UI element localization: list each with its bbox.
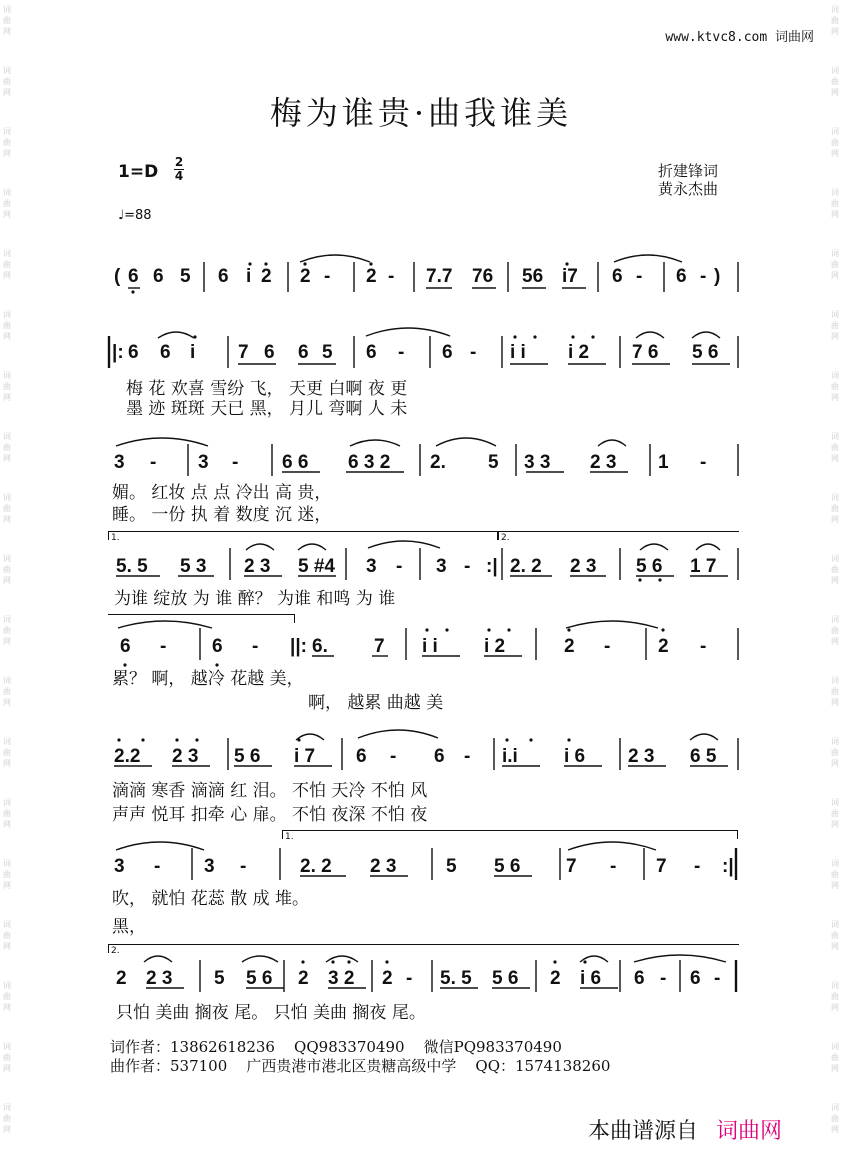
- dash: -: [150, 452, 157, 473]
- footer-composer-contact: 曲作者：537100 广西贵港市港北区贵糖高级中学 QQ：1574138260: [110, 1057, 611, 1075]
- lyric-line: 睡。 一份 执 着 数度 沉 迷，: [112, 505, 332, 525]
- note: 6: [212, 636, 223, 657]
- note: 3: [366, 556, 377, 577]
- watermark-char: 曲: [3, 77, 11, 86]
- watermark-char: 曲: [831, 626, 839, 635]
- watermark-char: 曲: [3, 687, 11, 696]
- time-signature-top: 2: [174, 155, 184, 169]
- watermark-char: 网: [831, 454, 839, 463]
- note: 76: [472, 266, 494, 287]
- watermark-char: 曲: [831, 748, 839, 757]
- note: 6: [612, 266, 623, 287]
- watermark-char: 网: [831, 1125, 839, 1134]
- system-8-notation: [110, 968, 740, 1002]
- watermark-char: 网: [831, 149, 839, 158]
- note: 6: [218, 266, 229, 287]
- watermark-char: 网: [3, 1064, 11, 1073]
- dash: -: [252, 636, 259, 657]
- note: 7: [566, 856, 577, 877]
- note: 5 6: [246, 968, 273, 989]
- dash: -: [406, 968, 413, 989]
- note: i i: [510, 342, 526, 363]
- watermark-char: 网: [831, 332, 839, 341]
- watermark-char: 网: [831, 759, 839, 768]
- watermark-char: 词: [3, 676, 11, 685]
- system-6-notation: [110, 746, 740, 780]
- lyric-line: 梅 花 欢喜 雪纷 飞， 天更 白啊 夜 更: [126, 379, 408, 399]
- system-3-lyrics-1: [110, 478, 740, 502]
- watermark-char: 网: [3, 759, 11, 768]
- note: 2 3: [244, 556, 271, 577]
- system-3-lyrics-2: [110, 500, 740, 524]
- watermark-char: 曲: [3, 748, 11, 757]
- watermark-char: 曲: [831, 321, 839, 330]
- watermark-char: 曲: [831, 260, 839, 269]
- watermark-char: 曲: [831, 870, 839, 879]
- note: 3 3: [524, 452, 551, 473]
- watermark-char: 词: [3, 1042, 11, 1051]
- note: 3 2: [328, 968, 355, 989]
- note: 6: [634, 968, 645, 989]
- volta-2-b: 2.: [108, 944, 739, 953]
- watermark-char: 网: [3, 271, 11, 280]
- note: i 2: [568, 342, 590, 363]
- watermark-char: 曲: [3, 1053, 11, 1062]
- note: 7.7: [426, 266, 453, 287]
- watermark-char: 词: [831, 371, 839, 380]
- note: 5: [180, 266, 191, 287]
- dash: -: [396, 556, 403, 577]
- watermark-char: 曲: [831, 382, 839, 391]
- paren-open: (: [114, 266, 121, 287]
- system-2-lyrics-2: [110, 394, 740, 418]
- dash: -: [398, 342, 405, 363]
- watermark-char: 词: [831, 615, 839, 624]
- note: 5 6: [492, 968, 519, 989]
- watermark-char: 曲: [3, 504, 11, 513]
- watermark-char: 词: [831, 798, 839, 807]
- watermark-char: 词: [831, 310, 839, 319]
- note: 5 6: [494, 856, 521, 877]
- watermark-char: 曲: [831, 138, 839, 147]
- note: 7: [238, 342, 249, 363]
- watermark-char: 曲: [3, 1114, 11, 1123]
- note: 5 #4: [298, 556, 335, 577]
- dash: -: [700, 636, 707, 657]
- watermark-char: 网: [3, 88, 11, 97]
- note: 6 5: [690, 746, 717, 767]
- dash: -: [700, 266, 707, 287]
- note: 2: [298, 968, 309, 989]
- watermark-char: 网: [831, 271, 839, 280]
- note: 6: [128, 266, 139, 287]
- note: 2: [116, 968, 127, 989]
- source-brand-link[interactable]: 词曲网: [716, 1119, 783, 1144]
- note: 2 3: [146, 968, 173, 989]
- watermark-char: 词: [3, 554, 11, 563]
- note: 6: [298, 342, 309, 363]
- watermark-char: 曲: [831, 565, 839, 574]
- note: 5: [214, 968, 225, 989]
- dash: -: [700, 452, 707, 473]
- note: 5 6: [234, 746, 261, 767]
- watermark-char: 词: [831, 554, 839, 563]
- footer-lyricist-contact: 词作者：13862618236 QQ983370490 微信PQ983370490: [110, 1038, 562, 1056]
- lyric-line: 累？ 啊， 越冷 花越 美，: [112, 669, 304, 689]
- lyric-line: 滴滴 寒香 滴滴 红 泪。 不怕 天冷 不怕 风: [112, 781, 428, 801]
- dash: -: [610, 856, 617, 877]
- paren-close: ): [714, 266, 721, 287]
- watermark-char: 词: [831, 188, 839, 197]
- note: 2.2: [114, 746, 141, 767]
- dash: -: [694, 856, 701, 877]
- watermark-char: 词: [3, 310, 11, 319]
- note: 6: [442, 342, 453, 363]
- watermark-char: 网: [3, 210, 11, 219]
- note: 6: [676, 266, 687, 287]
- note: 5. 5: [440, 968, 472, 989]
- note: 2 3: [570, 556, 597, 577]
- dash: -: [232, 452, 239, 473]
- note: 5. 5: [116, 556, 148, 577]
- watermark-char: 网: [831, 393, 839, 402]
- dash: -: [390, 746, 397, 767]
- watermark-char: 曲: [3, 870, 11, 879]
- watermark-char: 词: [3, 371, 11, 380]
- watermark-char: 词: [3, 798, 11, 807]
- note: 2. 2: [510, 556, 542, 577]
- watermark-char: 网: [3, 515, 11, 524]
- watermark-char: 网: [831, 698, 839, 707]
- volta-1-continued: [108, 614, 295, 623]
- watermark-char: 网: [831, 1003, 839, 1012]
- watermark-char: 曲: [3, 626, 11, 635]
- note: 1 7: [690, 556, 717, 577]
- watermark-char: 网: [3, 1003, 11, 1012]
- watermark-char: 网: [831, 637, 839, 646]
- system-5-lyrics-2: [110, 688, 740, 712]
- watermark-char: 网: [3, 942, 11, 951]
- note: 6: [264, 342, 275, 363]
- repeat-start: ||:: [290, 636, 307, 657]
- watermark-char: 网: [831, 515, 839, 524]
- watermark-char: 词: [3, 1103, 11, 1112]
- watermark-char: 曲: [831, 992, 839, 1001]
- watermark-char: 曲: [3, 321, 11, 330]
- system-6-lyrics-2: [110, 800, 740, 824]
- watermark-char: 曲: [831, 16, 839, 25]
- watermark-char: 词: [831, 920, 839, 929]
- watermark-char: 网: [831, 210, 839, 219]
- watermark-char: 词: [831, 1042, 839, 1051]
- watermark-char: 曲: [3, 931, 11, 940]
- note: 6.: [312, 636, 328, 657]
- lyric-line: 啊， 越累 曲越 美: [308, 693, 444, 713]
- watermark-char: 词: [831, 127, 839, 136]
- watermark-char: 网: [831, 27, 839, 36]
- dash: -: [464, 746, 471, 767]
- key-signature: 1=D: [118, 162, 159, 182]
- watermark-char: 曲: [3, 199, 11, 208]
- note: 2: [658, 636, 669, 657]
- watermark-char: 曲: [831, 443, 839, 452]
- watermark-char: 曲: [831, 1053, 839, 1062]
- watermark-char: 网: [3, 332, 11, 341]
- lyricist: 折建锋词: [658, 162, 719, 180]
- note: 2 3: [370, 856, 397, 877]
- dash: -: [636, 266, 643, 287]
- repeat-end: :|: [486, 556, 498, 577]
- lyric-line: 声声 悦耳 扣牵 心 扉。 不怕 夜深 不怕 夜: [112, 805, 428, 825]
- watermark-char: 词: [831, 1103, 839, 1112]
- watermark-char: 词: [831, 493, 839, 502]
- note: 5: [488, 452, 499, 473]
- credits: [658, 162, 718, 198]
- watermark-char: 曲: [831, 199, 839, 208]
- watermark-char: 词: [831, 5, 839, 14]
- note: 6 6: [282, 452, 309, 473]
- watermark-char: 词: [3, 920, 11, 929]
- note: 6: [366, 342, 377, 363]
- watermark-char: 曲: [3, 16, 11, 25]
- watermark-char: 网: [3, 698, 11, 707]
- note: 3: [114, 856, 125, 877]
- source-label: 本曲谱源自: [588, 1119, 699, 1144]
- system-7-lyrics-2: [110, 912, 740, 936]
- watermark-char: 词: [831, 737, 839, 746]
- note: i 6: [580, 968, 602, 989]
- time-signature: [174, 156, 184, 183]
- dash: -: [324, 266, 331, 287]
- watermark-char: 曲: [3, 992, 11, 1001]
- watermark-char: 曲: [831, 687, 839, 696]
- watermark-char: 曲: [3, 138, 11, 147]
- watermark-char: 词: [3, 981, 11, 990]
- dash: -: [240, 856, 247, 877]
- dash: -: [470, 342, 477, 363]
- system-7-lyrics-1: [110, 884, 740, 908]
- note: 2. 2: [300, 856, 332, 877]
- note: 6: [153, 266, 164, 287]
- system-8-lyrics-1: [110, 998, 740, 1022]
- watermark-char: 网: [3, 576, 11, 585]
- note: 3: [198, 452, 209, 473]
- watermark-char: 词: [3, 249, 11, 258]
- note: 56: [522, 266, 544, 287]
- note: i.i: [502, 746, 518, 767]
- watermark-char: 曲: [831, 931, 839, 940]
- note: i 2: [484, 636, 506, 657]
- dash: -: [464, 556, 471, 577]
- note: 7 6: [632, 342, 659, 363]
- note: 6: [128, 342, 139, 363]
- system-1-notation: [110, 266, 740, 300]
- note: i 6: [564, 746, 586, 767]
- watermark-char: 词: [831, 859, 839, 868]
- note: 2: [261, 266, 272, 287]
- note: 7: [374, 636, 385, 657]
- watermark-char: 曲: [831, 1114, 839, 1123]
- note: 6 3 2: [348, 452, 391, 473]
- note: 2: [300, 266, 311, 287]
- note: 2: [382, 968, 393, 989]
- volta-1-b: 1.: [282, 830, 738, 839]
- watermark-char: 网: [831, 942, 839, 951]
- watermark-char: 网: [831, 1064, 839, 1073]
- lyric-line: 吹， 就怕 花蕊 散 成 堆。: [112, 889, 310, 909]
- score-title: 梅为谁贵·曲我谁美: [269, 94, 573, 132]
- watermark-char: 词: [3, 493, 11, 502]
- watermark-char: 曲: [3, 382, 11, 391]
- source-credit: [588, 1114, 782, 1145]
- note: 3: [436, 556, 447, 577]
- note: 6: [434, 746, 445, 767]
- watermark-char: 网: [831, 576, 839, 585]
- note: 6: [160, 342, 171, 363]
- watermark-char: 网: [831, 88, 839, 97]
- watermark-char: 曲: [3, 260, 11, 269]
- watermark-char: 网: [3, 1125, 11, 1134]
- dash: -: [154, 856, 161, 877]
- watermark-char: 词: [3, 615, 11, 624]
- composer: 黄永杰曲: [658, 180, 719, 198]
- watermark-char: 曲: [831, 504, 839, 513]
- watermark-char: 曲: [831, 77, 839, 86]
- watermark-char: 网: [831, 820, 839, 829]
- note: 5 3: [180, 556, 207, 577]
- note: 2: [366, 266, 377, 287]
- dash: -: [714, 968, 721, 989]
- watermark-char: 词: [3, 737, 11, 746]
- watermark-char: 网: [3, 881, 11, 890]
- watermark-char: 词: [831, 676, 839, 685]
- note: i7: [562, 266, 578, 287]
- note: i: [246, 266, 252, 287]
- note: i i: [422, 636, 438, 657]
- watermark-char: 曲: [831, 809, 839, 818]
- note: 2: [564, 636, 575, 657]
- lyric-line: 墨 迹 斑斑 天已 黑， 月儿 弯啊 人 未: [126, 399, 408, 419]
- watermark-char: 词: [3, 188, 11, 197]
- system-4-lyrics-1: [110, 584, 740, 608]
- watermark-char: 词: [3, 66, 11, 75]
- note: 5: [322, 342, 333, 363]
- note: 2.: [430, 452, 446, 473]
- watermark-char: 网: [3, 637, 11, 646]
- note: i: [190, 342, 196, 363]
- site-url[interactable]: www.ktvc8.com 词曲网: [665, 30, 814, 45]
- watermark-char: 词: [831, 66, 839, 75]
- watermark-char: 网: [3, 454, 11, 463]
- repeat-end: :|: [722, 856, 734, 877]
- left-watermark-strip: [0, 0, 14, 1171]
- note: 3: [204, 856, 215, 877]
- dash: -: [160, 636, 167, 657]
- watermark-char: 词: [3, 432, 11, 441]
- note: 5 6: [692, 342, 719, 363]
- watermark-char: 曲: [3, 565, 11, 574]
- note: 2: [550, 968, 561, 989]
- note: 1: [658, 452, 669, 473]
- note: 6: [690, 968, 701, 989]
- note: 2 3: [172, 746, 199, 767]
- time-signature-bottom: 4: [174, 169, 184, 183]
- note: 6: [120, 636, 131, 657]
- lyric-line: 黑，: [112, 917, 146, 937]
- lyric-line: 只怕 美曲 搁夜 尾。 只怕 美曲 搁夜 尾。: [116, 1003, 426, 1023]
- note: 3: [114, 452, 125, 473]
- system-5-lyrics-1: [110, 664, 740, 688]
- dash: -: [604, 636, 611, 657]
- dash: -: [660, 968, 667, 989]
- watermark-char: 词: [3, 859, 11, 868]
- watermark-char: 词: [831, 981, 839, 990]
- note: 5: [446, 856, 457, 877]
- tempo-marking: ♩=88: [118, 208, 152, 223]
- watermark-char: 词: [831, 249, 839, 258]
- watermark-char: 网: [3, 393, 11, 402]
- volta-1: 1.: [108, 531, 498, 540]
- watermark-char: 词: [3, 5, 11, 14]
- note: 2 3: [590, 452, 617, 473]
- watermark-char: 网: [831, 881, 839, 890]
- system-2-notation: [110, 342, 740, 376]
- watermark-char: 曲: [3, 443, 11, 452]
- note: i 7: [294, 746, 316, 767]
- lyric-line: 为谁 绽放 为 谁 醉？ 为谁 和鸣 为 谁: [114, 589, 396, 609]
- dash: -: [388, 266, 395, 287]
- note: 5 6: [636, 556, 663, 577]
- watermark-char: 曲: [3, 809, 11, 818]
- watermark-char: 网: [3, 820, 11, 829]
- watermark-char: 网: [3, 149, 11, 158]
- volta-2: 2.: [498, 531, 739, 540]
- repeat-start: |:: [112, 342, 124, 363]
- watermark-char: 词: [3, 127, 11, 136]
- note: 2 3: [628, 746, 655, 767]
- note: 7: [656, 856, 667, 877]
- watermark-char: 网: [3, 27, 11, 36]
- note: 6: [356, 746, 367, 767]
- lyric-line: 媚。 红妆 点 点 冷出 高 贵，: [112, 483, 332, 503]
- right-watermark-strip: [828, 0, 842, 1171]
- watermark-char: 词: [831, 432, 839, 441]
- system-6-lyrics-1: [110, 776, 740, 800]
